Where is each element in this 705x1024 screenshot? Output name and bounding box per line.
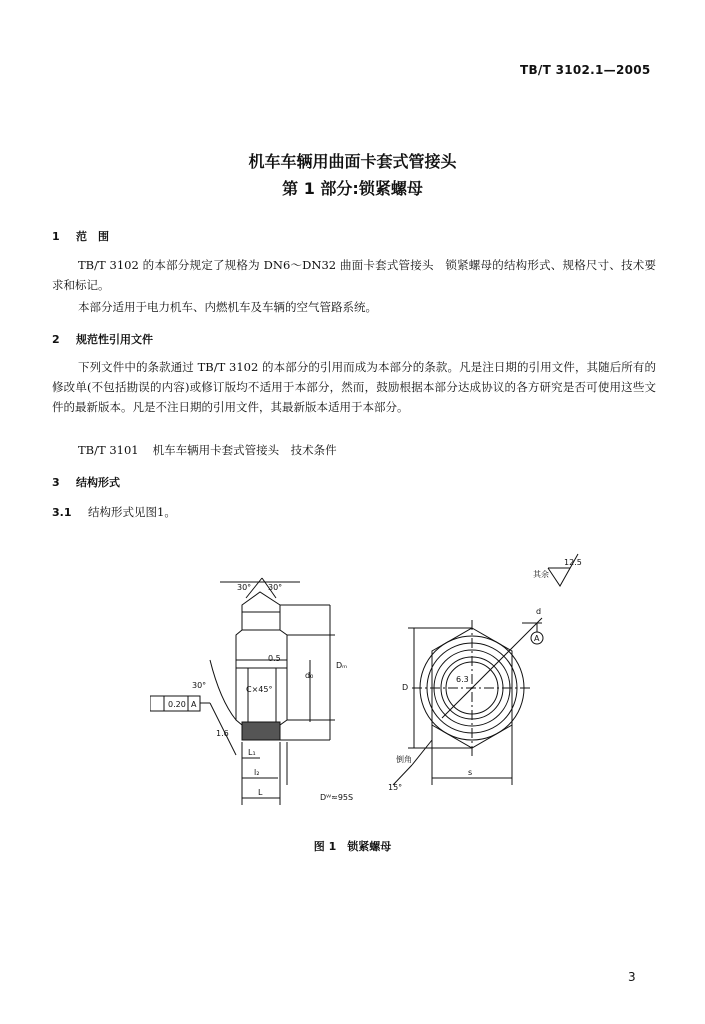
section-2-heading — [52, 331, 153, 347]
dim-D-label: D — [402, 683, 409, 692]
section-title: 范 围 — [76, 230, 109, 243]
lock-nut-drawing — [150, 550, 620, 810]
datum-a-label: A — [534, 634, 540, 643]
subsection-text: 结构形式见图1。 — [88, 505, 176, 519]
chamfer-note: 倒角 — [396, 755, 412, 764]
roughness-other-label: 其余 — [533, 570, 549, 579]
section-1-paragraph-1: TB/T 3102 的本部分规定了规格为 DN6～DN32 曲面卡套式管接头 锁紧螺母的结构形式、规格尺寸、技术要求和标记。 — [52, 258, 656, 292]
roughness-value: 12.5 — [564, 558, 582, 567]
reference-title: 机车车辆用卡套式管接头 技术条件 — [152, 443, 337, 457]
document-title: 机车车辆用曲面卡套式管接头 — [248, 152, 457, 171]
dim-L-label: L — [258, 788, 263, 797]
radius-label: 1.6 — [216, 729, 229, 738]
dim-d-label: d — [536, 607, 542, 616]
reference-code: TB/T 3101 — [78, 443, 139, 457]
dim-l1-label: L₁ — [248, 748, 256, 757]
section-2-paragraph-1: 下列文件中的条款通过 TB/T 3102 的本部分的引用而成为本部分的条款。凡是注日期的引用文件，其随后所有的修改单(不包括勘误的内容)或修订版均不适用于本部分，然而，鼓励根据本部分达成协议的各方研究是否可使用这些文件的最新版本。凡是不注日期的引用文件，其最新版本适用于本部分。 — [52, 360, 656, 414]
section-1-paragraph-2: 本部分适用于电力机车、内燃机车及车辆的空气管路系统。 — [78, 300, 377, 314]
section-number: 3 — [52, 476, 60, 489]
dim-dw-label: Dₘ — [336, 661, 348, 670]
angle-15-label: 15° — [388, 783, 403, 792]
section-3-heading — [52, 474, 120, 490]
normative-reference — [52, 440, 656, 460]
tolerance-value: 0.20 — [168, 700, 186, 709]
dim-l2-label: l₂ — [254, 768, 260, 777]
dim-05-label: 0.5 — [268, 654, 281, 663]
standard-code: TB/T 3102.1—2005 — [520, 63, 651, 77]
chamfer-cx45-label: C×45° — [246, 685, 273, 694]
ring-value-label: 6.3 — [456, 675, 469, 684]
angle-30-label: 30° — [192, 681, 207, 690]
figure-caption: 图 1 锁紧螺母 — [313, 840, 392, 853]
subsection-number: 3.1 — [52, 506, 72, 519]
section-3-1 — [52, 502, 656, 523]
section-1-heading — [52, 228, 109, 244]
section-number: 2 — [52, 333, 60, 346]
dim-d0-label: d₀ — [305, 671, 314, 680]
tolerance-datum: A — [191, 700, 197, 709]
page-number: 3 — [628, 970, 636, 984]
angle-label-right: 30° — [268, 583, 283, 592]
section-title: 结构形式 — [76, 476, 120, 489]
section-number: 1 — [52, 230, 60, 243]
dw-note: Dᵂ≈95S — [320, 793, 354, 802]
dim-s-label: s — [468, 768, 473, 777]
document-subtitle: 第 1 部分:锁紧螺母 — [282, 179, 423, 198]
angle-label-left: 30° — [237, 583, 252, 592]
section-title: 规范性引用文件 — [76, 333, 153, 346]
